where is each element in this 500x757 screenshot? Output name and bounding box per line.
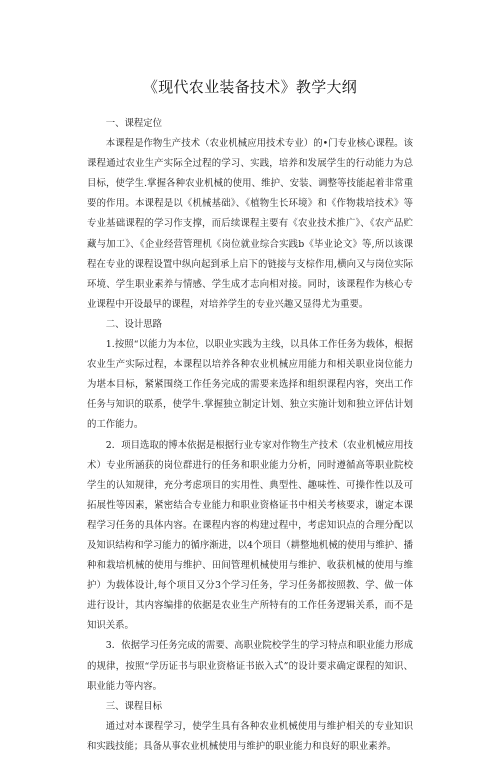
document-title: 《现代农业装备技术》教学大纲 bbox=[142, 78, 358, 96]
section-heading-design: 二、设计思路 bbox=[105, 318, 163, 330]
paragraph-design-2: 2．项目选取的博本依据是根据行业专家对作物生产技术（农业机械应用技术）专业所涵获的岗位群进行的任务和职业能力分析，同时遵循高等职业院校学生的认知规律，充分考虑项目的实用性、典型性、趣味性、可操作性以及可拓展性等因素，紧密结合专业能力和职业资格证书中相关考核要求，谢定本课程学习任务的具体内容。在课程内容的构建过程中，考虑知识点的合理分配以及知识结构和学习能力的循序渐进，以4个项目（耕整地机械的使用与维护、播种和栽培机械的使用与维护、田间管理机械使用与维护、收获机械的使用与维护）为载体设计,每个项目又分3个学习任务，学习任务都按照教、学、做一体进行设计，其内容编排的依据是农业生产所特有的工作任务逻辑关系，而不是知识关系。 bbox=[87, 439, 413, 632]
paragraph-positioning: 本课程是作物生产技术（农业机械应用技术专业）的•门专业核心课程。该课程通过农业生产实际全过程的学习、实践，培养和发展学生的行动能力为总目标，使学生.掌握各种农业机械的使用、维护、安装、调整等技能起着非常重要的作用。本课程是以《机械基础》、《植物生长环境》和《作物栽培技术》等专业基础课程的学习作支撑，而后续课程主要有《农业技术推广》、《农产品贮藏与加工》、《企业经营管理机《岗位就业综合实践b《毕业论文》等,所以该课程在专业的课程设置中纵向起到承上启下的链接与支棕作用,横向又与岗位实际环境、学生职业素养与情感、学生成才志向相对接。同时，该课程作为核心专业课程中开设最早的课程，对培养学生的专业兴趣又显得尤为重要。 bbox=[87, 138, 413, 310]
section-heading-goals: 三、课程目标 bbox=[105, 700, 163, 712]
section-heading-positioning: 一、课程定位 bbox=[105, 118, 163, 129]
paragraph-design-1: 1.按照“以能力为本位，以职业实践为主线，以具体工作任务为载体，根据农业生产实际过程，本课程以培养各种农业机械应用能力和相关职业岗位能力为堪本目标，紧紧围绕工作任务完成的需要来选择和组织课程内容，突出工作任务与知识的联系，使学牛.掌握独立制定计划、独立实施计划和独立评估计划的工作能力。 bbox=[87, 339, 413, 431]
paragraph-goals: 通过对本课程学习，使学生具有各种农业机械使用与维护相关的专业知识和实践技能；具备从事农业机械使用与维护的职业能力和良好的职业素养。 bbox=[87, 720, 413, 752]
paragraph-design-3: 3．依据学习任务完成的需要、高职业院校学生的学习特点和职业能力形成的规律，按照“学历证书与职业资格证书嵌入式”的设计要求确定课程的知识、职业能力等内容。 bbox=[87, 640, 413, 692]
document-body bbox=[87, 114, 413, 757]
